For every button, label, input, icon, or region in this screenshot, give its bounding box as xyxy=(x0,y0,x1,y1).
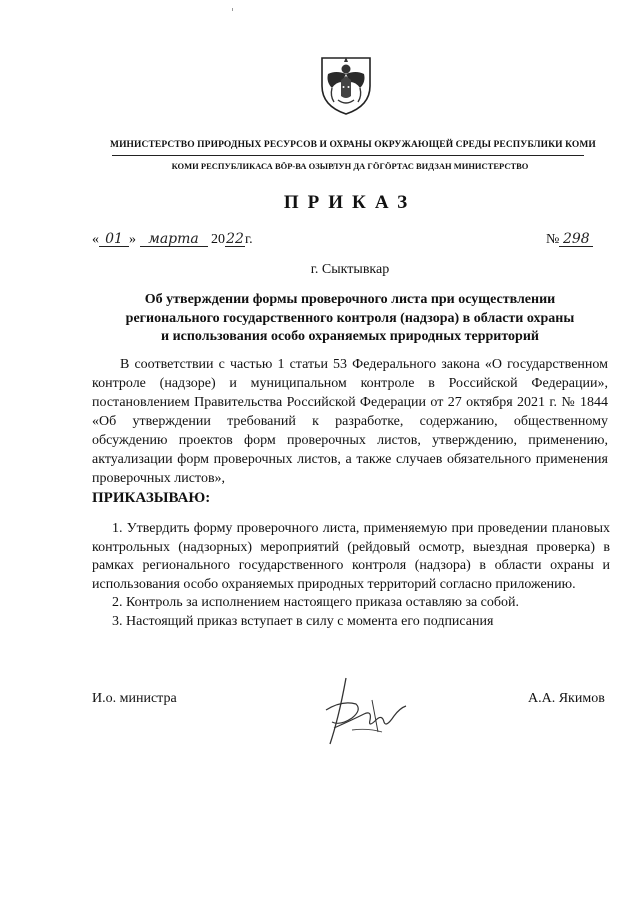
order-heading: ПРИКАЗЫВАЮ: xyxy=(92,490,211,506)
order-item: 3. Настоящий приказ вступает в силу с момента его подписания xyxy=(112,613,494,629)
ministry-name-komi: КОМИ РЕСПУБЛИКАСА ВӦР-ВА ОЗЫРЛУН ДА ГӦГӦРТАС ВИДЗАН МИНИСТЕРСТВО xyxy=(171,161,529,171)
date-close-quote: » xyxy=(129,232,136,247)
date-year-suffix: 22 xyxy=(226,231,244,247)
document-title xyxy=(90,291,610,347)
ministry-name-ru: МИНИСТЕРСТВО ПРИРОДНЫХ РЕСУРСОВ И ОХРАНЫ ОКРУЖАЮЩЕЙ СРЕДЫ РЕСПУБЛИКИ КОМИ xyxy=(110,140,596,150)
preamble-paragraph: В соответствии с частью 1 статьи 53 Федерального закона «О государственном контроле (надзоре) и муниципальном контроле в Российской Федерации», постановлением Правительства Российской Федерации от 27 октября 2021 г. № 1844 «Об утверждении требований к разработке, содержанию, общественному обсуждению проектов форм проверочных листов, утверждению, применению, актуализации форм проверочных листов, а также случаев обязательного применения проверочных листов», xyxy=(92,357,608,486)
document-city: г. Сыктывкар xyxy=(310,262,390,277)
title-line: и использования особо охраняемых природных территорий xyxy=(161,329,539,344)
order-item: 1. Утвердить форму проверочного листа, применяемую при проведении плановых контрольных (надзорных) мероприятий (рейдовый осмотр, выездная проверка) в рамках регионального государственного контроля (надзора) в области охраны и использования особо охраняемых природных территорий согласно приложению. xyxy=(92,521,610,592)
number-value: 298 xyxy=(559,232,593,247)
coat-of-arms-komi-icon xyxy=(318,52,374,116)
order-item: 2. Контроль за исполнением настоящего приказа оставляю за собой. xyxy=(112,595,520,610)
signer-name: А.А. Якимов xyxy=(528,691,605,706)
order-items xyxy=(92,520,610,631)
date-year-unit: г. xyxy=(245,232,253,247)
date-month: марта xyxy=(140,232,208,247)
title-line: регионального государственного контроля (надзора) в области охраны xyxy=(125,310,575,326)
date-year-prefix: 20 xyxy=(211,232,225,247)
scan-speck xyxy=(232,8,233,11)
title-line: Об утверждении формы проверочного листа при осуществлении xyxy=(144,292,556,307)
handwritten-signature-icon xyxy=(312,670,412,750)
date-open-quote: « xyxy=(92,232,99,247)
document-number xyxy=(546,232,593,248)
header-rule xyxy=(112,155,584,156)
document-type: ПРИКАЗ xyxy=(283,192,417,213)
document-date xyxy=(92,232,253,248)
signer-title: И.о. министра xyxy=(92,691,177,706)
number-sign: № xyxy=(546,232,560,247)
date-day: 01 xyxy=(99,232,129,247)
